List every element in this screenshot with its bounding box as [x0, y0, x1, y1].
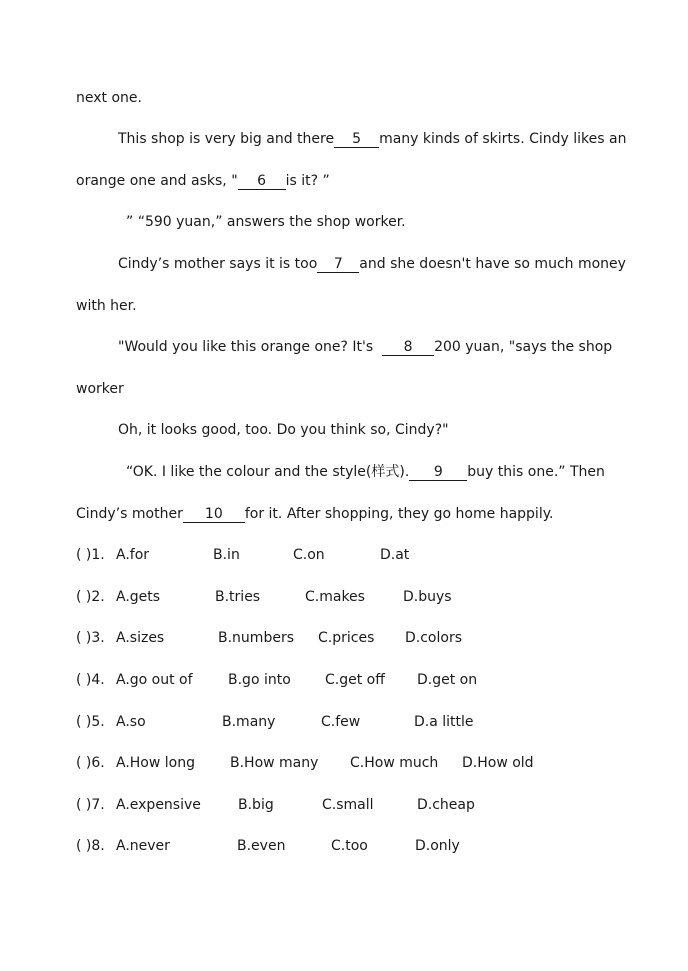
passage-text: many kinds of skirts. Cindy likes an [379, 131, 627, 147]
option-a[interactable]: A.never [116, 838, 170, 854]
passage-line [76, 504, 553, 524]
answer-blank-6[interactable]: 6 [238, 173, 286, 190]
passage-text: ” “590 yuan,” answers the shop worker. [126, 214, 406, 230]
passage-text: buy this one.” Then [467, 464, 605, 480]
option-d[interactable]: D.at [380, 547, 410, 563]
answer-blank-8[interactable]: 8 [382, 339, 434, 356]
passage-line [76, 171, 330, 191]
answer-blank-9[interactable]: 9 [409, 464, 467, 481]
passage-text: for it. After shopping, they go home happily. [244, 506, 554, 522]
option-a[interactable]: A.expensive [116, 797, 201, 813]
option-d[interactable]: D.get on [417, 672, 478, 688]
option-c[interactable]: C.makes [305, 589, 365, 605]
passage-line [76, 88, 142, 108]
passage-text: "Would you like this orange one? It's [118, 339, 374, 355]
question-number[interactable]: ( )5. [76, 714, 105, 730]
question-row [76, 753, 616, 773]
option-d[interactable]: D.only [415, 838, 460, 854]
option-a[interactable]: A.go out of [116, 672, 193, 688]
passage-text: orange one and asks, " [76, 173, 238, 189]
option-b[interactable]: B.go into [228, 672, 291, 688]
question-number[interactable]: ( )8. [76, 838, 105, 854]
passage-text: Cindy’s mother says it is too [118, 256, 318, 272]
option-b[interactable]: B.many [222, 714, 276, 730]
question-number[interactable]: ( )6. [76, 755, 105, 771]
option-b[interactable]: B.in [213, 547, 240, 563]
passage-line [76, 379, 124, 399]
option-d[interactable]: D.cheap [417, 797, 475, 813]
passage-text: and she doesn't have so much money [359, 256, 626, 272]
option-a[interactable]: A.gets [116, 589, 161, 605]
passage-text: “OK. I like the colour and the style(样式). [126, 464, 410, 480]
passage-text: is it? ” [285, 173, 330, 189]
answer-blank-10[interactable]: 10 [183, 506, 245, 523]
option-b[interactable]: B.tries [215, 589, 261, 605]
question-number[interactable]: ( )2. [76, 589, 105, 605]
option-a[interactable]: A.How long [116, 755, 195, 771]
question-row [76, 795, 616, 815]
question-row [76, 712, 616, 732]
option-c[interactable]: C.How much [350, 755, 439, 771]
option-a[interactable]: A.for [116, 547, 150, 563]
option-b[interactable]: B.even [237, 838, 286, 854]
question-number[interactable]: ( )7. [76, 797, 105, 813]
passage-line [126, 212, 406, 232]
option-a[interactable]: A.so [116, 714, 146, 730]
question-row [76, 545, 616, 565]
question-row [76, 670, 616, 690]
passage-line [126, 462, 605, 482]
passage-text: This shop is very big and there [118, 131, 335, 147]
option-c[interactable]: C.too [331, 838, 368, 854]
passage-text: 200 yuan, "says the shop [434, 339, 613, 355]
option-a[interactable]: A.sizes [116, 630, 165, 646]
answer-blank-7[interactable]: 7 [317, 256, 359, 273]
question-row [76, 836, 616, 856]
option-b[interactable]: B.big [238, 797, 274, 813]
question-number[interactable]: ( )4. [76, 672, 105, 688]
option-c[interactable]: C.few [321, 714, 361, 730]
option-c[interactable]: C.on [293, 547, 325, 563]
option-b[interactable]: B.How many [230, 755, 319, 771]
answer-blank-5[interactable]: 5 [334, 131, 379, 148]
passage-text: Oh, it looks good, too. Do you think so, Cindy?" [118, 422, 449, 438]
question-number[interactable]: ( )3. [76, 630, 105, 646]
option-d[interactable]: D.a little [414, 714, 474, 730]
passage-line [118, 337, 612, 357]
option-d[interactable]: D.colors [405, 630, 462, 646]
passage-text: worker [76, 381, 124, 397]
passage-text: with her. [76, 298, 137, 314]
passage-text: Cindy’s mother [76, 506, 183, 522]
question-number[interactable]: ( )1. [76, 547, 105, 563]
passage-line [118, 420, 449, 440]
option-d[interactable]: D.How old [462, 755, 534, 771]
passage-line [118, 254, 626, 274]
option-b[interactable]: B.numbers [218, 630, 294, 646]
option-c[interactable]: C.small [322, 797, 374, 813]
passage-line [118, 129, 626, 149]
option-d[interactable]: D.buys [403, 589, 452, 605]
question-row [76, 628, 616, 648]
question-row [76, 587, 616, 607]
passage-line [76, 296, 137, 316]
option-c[interactable]: C.get off [325, 672, 385, 688]
passage-text: next one. [76, 90, 142, 106]
option-c[interactable]: C.prices [318, 630, 375, 646]
